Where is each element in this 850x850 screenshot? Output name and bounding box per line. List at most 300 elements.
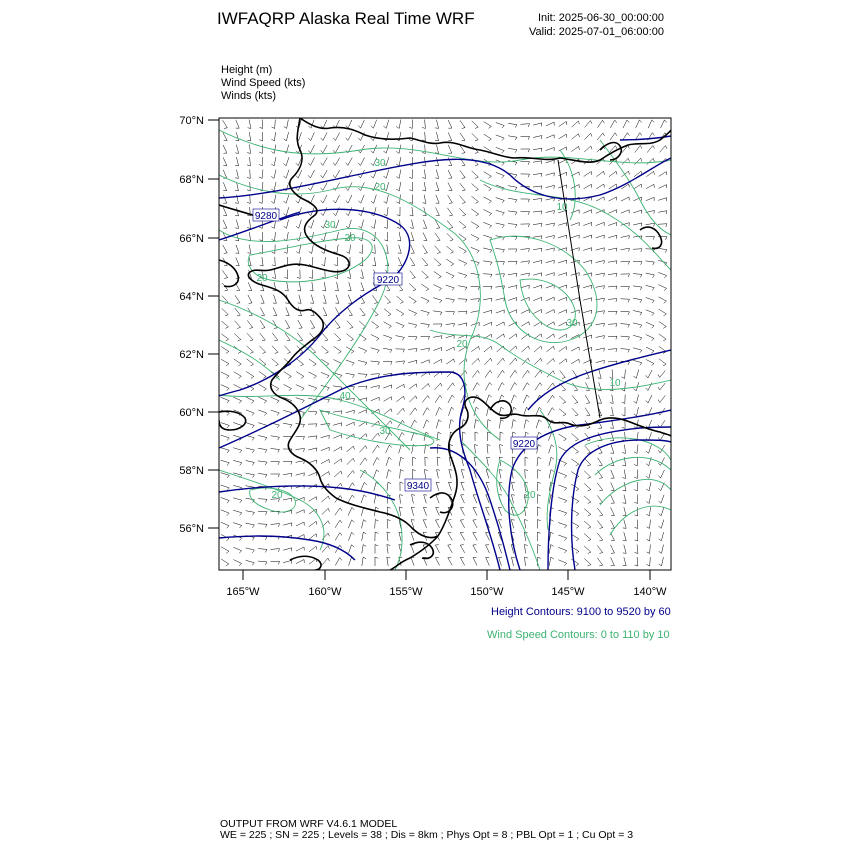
wind-barb-flag <box>378 362 380 365</box>
wind-barb-flag <box>437 470 440 471</box>
wind-barb <box>412 457 413 466</box>
wind-barb-flag <box>462 153 465 154</box>
wind-barb-flag <box>349 315 352 316</box>
wind-barb <box>658 185 666 189</box>
wind-barb-flag <box>588 552 591 553</box>
wind-barb <box>558 223 567 226</box>
wind-barb <box>336 220 339 228</box>
wind-barb <box>411 232 414 241</box>
wind-barb-flag <box>303 448 304 451</box>
wind-barb <box>436 132 438 141</box>
wind-barb <box>533 248 542 250</box>
wind-barb <box>399 170 401 179</box>
wind-barb-flag <box>251 389 254 391</box>
wind-barb <box>221 385 229 389</box>
wind-barb <box>584 483 591 489</box>
wind-barb <box>346 422 354 426</box>
wind-barb-flag <box>551 457 554 459</box>
wind-barb-flag <box>338 352 341 354</box>
wind-barb <box>585 383 589 391</box>
wind-barb <box>546 260 555 262</box>
wind-barb-flag <box>272 278 275 279</box>
wind-barb <box>308 385 316 388</box>
wind-barb-flag <box>539 432 542 434</box>
wind-barb-flag <box>337 328 340 329</box>
wind-label: 20 <box>374 182 386 193</box>
wind-barb-flag <box>504 286 505 289</box>
wind-barb <box>362 532 364 541</box>
wind-barb-flag <box>365 374 367 377</box>
wind-barb <box>596 323 605 325</box>
wind-barb <box>246 372 253 377</box>
wind-barb <box>646 261 655 262</box>
wind-barb <box>260 320 265 328</box>
wind-barb-flag <box>652 313 654 315</box>
wind-barb <box>558 485 566 488</box>
wind-barb-flag <box>634 490 637 491</box>
wind-barb <box>558 547 566 550</box>
wind-barb <box>296 398 305 401</box>
wind-barb <box>637 532 638 541</box>
wind-barb <box>434 271 441 276</box>
wind-barb <box>221 423 230 426</box>
wind-barb <box>672 396 679 402</box>
wind-barb-flag <box>671 576 674 578</box>
wind-barb <box>283 573 292 575</box>
wind-barb <box>496 249 505 250</box>
wind-barb-flag <box>248 128 251 129</box>
wind-barb <box>661 545 663 554</box>
model-config-label: WE = 225 ; SN = 225 ; Levels = 38 ; Dis = 8km ; Phys Opt = 8 ; PBL Opt = 1 ; Cu Opt = 3 <box>220 829 634 841</box>
wind-barb <box>287 282 289 291</box>
wind-barb <box>309 359 316 364</box>
wind-barb-flag <box>635 577 638 578</box>
wind-barb-flag <box>239 563 242 565</box>
wind-barb <box>672 421 679 427</box>
wind-barb <box>661 532 663 541</box>
wind-barb <box>624 482 626 491</box>
wind-barb <box>583 248 592 251</box>
wind-barb-flag <box>575 439 578 441</box>
wind-barb <box>322 333 328 340</box>
wind-barb <box>483 210 491 214</box>
wind-barb-flag <box>387 302 390 303</box>
wind-barb-flag <box>610 403 613 404</box>
wind-barb-flag <box>465 275 467 278</box>
wind-barb <box>671 198 680 200</box>
wind-barb-flag <box>378 445 380 448</box>
wind-barb-flag <box>616 171 617 174</box>
height-label: 9220 <box>376 275 400 286</box>
wind-barb-flag <box>634 401 637 403</box>
wind-barb-flag <box>226 564 229 566</box>
wind-barb <box>649 482 651 491</box>
wind-barb <box>485 370 490 377</box>
wind-barb-flag <box>435 128 438 129</box>
wind-barb-flag <box>663 327 666 329</box>
wind-barb <box>309 372 317 376</box>
wind-barb-flag <box>511 557 514 558</box>
wind-barb-flag <box>260 127 263 128</box>
wind-barb-flag <box>439 407 441 410</box>
wind-barb-flag <box>551 470 554 472</box>
wind-barb <box>611 457 614 465</box>
wind-barb-flag <box>554 210 555 213</box>
wind-barb <box>558 322 566 326</box>
wind-barb-flag <box>325 340 328 341</box>
wind-barb-flag <box>622 465 625 466</box>
wind-barb <box>458 323 467 325</box>
wind-barb-flag <box>616 248 617 251</box>
wind-barb <box>258 448 267 450</box>
wind-barb <box>671 296 678 302</box>
wind-barb <box>246 511 255 513</box>
lon-label-150: 150°W <box>470 586 504 598</box>
wind-barb <box>646 273 655 275</box>
model-output-label: OUTPUT FROM WRF V4.6.1 MODEL <box>220 818 398 830</box>
wind-barb-flag <box>628 362 630 365</box>
wind-barb-flag <box>634 389 637 391</box>
wind-barb <box>260 333 266 340</box>
wind-barb <box>221 571 228 576</box>
wind-barb <box>423 232 427 240</box>
wind-barb <box>649 495 651 504</box>
wind-barb-flag <box>412 495 415 496</box>
wind-barb <box>384 309 391 315</box>
wind-barb-flag <box>475 140 478 141</box>
wind-barb <box>408 323 417 325</box>
wind-barb-flag <box>566 121 567 124</box>
wind-barb <box>673 545 676 553</box>
wind-barb-flag <box>238 364 241 366</box>
wind-barb <box>285 320 289 328</box>
wind-barb-flag <box>604 273 605 276</box>
wind-barb <box>558 260 567 263</box>
wind-barb-flag <box>425 265 428 266</box>
wind-barb-flag <box>402 432 404 435</box>
wind-barb <box>484 134 492 139</box>
wind-barb-flag <box>635 552 638 553</box>
wind-barb <box>448 145 452 153</box>
wind-barb <box>571 235 580 238</box>
wind-barb <box>221 522 229 526</box>
wind-barb <box>533 309 541 313</box>
wind-barb-flag <box>563 402 566 403</box>
wind-barb <box>235 295 240 302</box>
wind-barb <box>433 311 442 312</box>
wind-barb <box>498 382 502 390</box>
wind-barb-flag <box>415 325 417 328</box>
wind-barb <box>571 359 579 364</box>
wind-barb-flag <box>574 390 577 391</box>
wind-barb-flag <box>259 202 262 204</box>
wind-barb-flag <box>646 489 649 491</box>
wind-barb-flag <box>541 358 542 361</box>
wind-barb <box>671 185 679 188</box>
wind-barb <box>608 222 616 225</box>
wind-barb <box>472 171 479 177</box>
wind-barb <box>611 557 615 565</box>
wind-barb-flag <box>452 395 454 398</box>
wind-barb-flag <box>284 226 287 228</box>
wind-barb <box>633 274 642 275</box>
wind-barb <box>571 347 579 351</box>
wind-barb-flag <box>578 121 579 124</box>
wind-barb-flag <box>576 501 579 503</box>
wind-barb-flag <box>416 384 417 387</box>
wind-barb-flag <box>646 388 648 391</box>
wind-barb <box>546 185 555 187</box>
wind-barb-flag <box>616 324 617 327</box>
wind-barb-flag <box>387 290 390 291</box>
wind-barb <box>349 220 352 229</box>
wind-barb-flag <box>438 277 441 279</box>
wind-barb-flag <box>576 514 579 516</box>
wind-barb-flag <box>352 507 354 510</box>
wind-barb-flag <box>401 457 404 459</box>
wind-barb <box>362 545 363 554</box>
wind-barb-flag <box>402 326 404 328</box>
wind-barb <box>621 248 630 249</box>
wind-barb-flag <box>240 500 242 503</box>
wind-barb <box>572 434 579 440</box>
wind-barb <box>233 498 242 500</box>
wind-barb-flag <box>623 490 626 491</box>
wind-barb <box>283 410 292 412</box>
lon-label-165: 165°W <box>226 586 260 598</box>
wind-barb-flag <box>658 488 660 490</box>
wind-barb-flag <box>422 165 425 166</box>
wind-barb <box>533 136 542 138</box>
wind-barb <box>286 220 288 229</box>
wind-barb <box>322 558 328 565</box>
wind-barb-flag <box>646 527 649 529</box>
wind-barb-flag <box>422 177 425 178</box>
wind-barb-flag <box>634 376 637 378</box>
wind-barb <box>258 561 267 562</box>
wind-barb-flag <box>676 276 679 278</box>
wind-barb-flag <box>463 432 466 433</box>
page-title: IWFAQRP Alaska Real Time WRF <box>217 9 475 28</box>
wind-barb-flag <box>227 513 229 515</box>
wind-barb-flag <box>372 252 375 253</box>
wind-barb-flag <box>271 164 274 166</box>
wind-barb <box>233 523 242 526</box>
wind-barb-flag <box>475 202 478 204</box>
wind-barb <box>448 195 453 203</box>
wind-barb-flag <box>329 472 330 475</box>
wind-barb-flag <box>640 300 642 303</box>
wind-barb <box>608 273 617 274</box>
wind-barb <box>258 461 267 462</box>
wind-barb-flag <box>525 557 528 558</box>
wind-barb-flag <box>616 261 617 264</box>
wind-barb-flag <box>640 325 642 328</box>
wind-barb-flag <box>554 248 555 251</box>
wind-barb-flag <box>226 577 229 579</box>
wind-label: 20 <box>524 490 536 501</box>
wind-barb-flag <box>653 145 655 148</box>
wind-barb-flag <box>422 190 425 191</box>
wind-barb-flag <box>238 352 241 354</box>
wind-barb <box>547 358 554 364</box>
wind-barb <box>484 358 490 365</box>
wind-barb <box>625 445 626 454</box>
wind-barb-flag <box>271 189 274 191</box>
wind-barb <box>674 570 677 579</box>
wind-barb <box>472 184 479 190</box>
wind-barb-flag <box>503 274 504 277</box>
wind-barb <box>472 133 478 139</box>
wind-barb <box>274 295 277 304</box>
wind-barb <box>296 510 304 514</box>
wind-barb <box>299 232 301 241</box>
wind-barb <box>258 423 267 426</box>
wind-barb-flag <box>675 352 678 353</box>
wind-barb <box>383 373 392 375</box>
wind-barb <box>333 360 341 364</box>
wind-barb-flag <box>441 336 442 339</box>
wind-barb-flag <box>629 184 630 187</box>
wind-barb-flag <box>528 174 529 177</box>
wind-barb <box>375 520 376 529</box>
wind-barb <box>508 198 517 199</box>
wind-barb <box>521 322 529 327</box>
wind-barb-flag <box>271 201 274 203</box>
wind-barb-flag <box>252 525 254 528</box>
wind-barb-flag <box>551 557 554 559</box>
wind-barb <box>659 297 667 301</box>
wind-barb <box>611 495 615 503</box>
wind-barb-flag <box>641 158 642 161</box>
wind-barb-flag <box>335 277 338 278</box>
wind-barb <box>223 220 227 228</box>
wind-barb <box>335 133 339 141</box>
wind-barb-flag <box>634 502 637 503</box>
wind-barb-flag <box>528 211 529 214</box>
wind-barb-flag <box>622 452 625 453</box>
wind-barb <box>296 547 304 551</box>
wind-barb <box>348 295 352 303</box>
wind-barb-flag <box>271 227 274 229</box>
wind-barb <box>372 295 377 302</box>
wind-barb-flag <box>377 457 379 460</box>
wind-barb <box>436 482 439 491</box>
wind-barb <box>349 245 350 254</box>
wind-barb <box>333 411 342 412</box>
wind-barb <box>221 559 229 564</box>
wind-barb <box>258 511 267 512</box>
wind-barb-flag <box>502 395 505 397</box>
wind-barb <box>309 571 316 577</box>
wind-speed-contours <box>219 130 671 570</box>
wind-barb-flag <box>352 520 354 522</box>
wind-barb <box>323 183 327 191</box>
wind-barb-flag <box>375 315 378 316</box>
wind-barb-flag <box>327 388 329 391</box>
wind-barb-flag <box>490 274 492 277</box>
wind-barb-flag <box>466 311 467 314</box>
wind-barb <box>233 485 242 487</box>
wind-barb <box>473 507 477 515</box>
wind-barb <box>221 510 229 513</box>
wind-barb-flag <box>551 532 554 534</box>
wind-barb <box>271 524 280 525</box>
wind-barb-flag <box>664 276 666 279</box>
wind-barb <box>583 222 591 225</box>
wind-barb-flag <box>635 565 638 566</box>
wind-barb <box>333 423 342 426</box>
wind-barb <box>409 396 415 402</box>
wind-barb-flag <box>651 338 654 340</box>
wind-barb <box>608 299 617 300</box>
wind-barb <box>223 120 228 128</box>
wind-barb <box>673 532 676 540</box>
wind-barb-flag <box>604 348 605 351</box>
wind-barb <box>348 520 351 528</box>
wind-barb-flag <box>587 465 590 466</box>
wind-barb <box>348 120 352 128</box>
wind-barb-flag <box>640 274 642 277</box>
wind-barb <box>287 120 289 129</box>
wind-barb-flag <box>564 488 566 491</box>
wind-barb-flag <box>278 574 279 577</box>
wind-barb-flag <box>264 401 267 403</box>
wind-barb-flag <box>224 278 227 279</box>
wind-barb <box>223 182 226 190</box>
wind-barb <box>549 557 551 566</box>
wind-barb-flag <box>371 163 373 166</box>
wind-barb-flag <box>396 189 399 191</box>
wind-barb <box>496 122 504 125</box>
wind-barb-flag <box>387 532 390 533</box>
wind-barb <box>335 558 339 566</box>
wind-barb-flag <box>247 253 250 254</box>
wind-barb <box>233 448 242 451</box>
wind-barb <box>423 245 428 253</box>
wind-barb-flag <box>371 126 373 128</box>
wind-barb-flag <box>400 482 403 483</box>
wind-barb-flag <box>512 457 515 458</box>
wind-barb <box>335 195 339 203</box>
wind-barb-flag <box>224 290 227 291</box>
wind-barb-flag <box>402 337 404 340</box>
wind-barb <box>597 133 603 140</box>
wind-barb <box>548 408 552 416</box>
wind-barb <box>673 483 678 491</box>
wind-barb <box>387 195 389 204</box>
wind-barb-flag <box>314 376 317 378</box>
wind-barb-flag <box>364 495 367 497</box>
wind-barb <box>423 220 426 228</box>
wind-barb <box>223 157 227 165</box>
wind-barb <box>271 410 280 413</box>
wind-barb-flag <box>463 239 466 241</box>
wind-barb <box>437 470 439 479</box>
wind-barb-flag <box>226 551 229 553</box>
wind-barb <box>423 520 427 528</box>
wind-barb-flag <box>610 428 613 429</box>
wind-barb-flag <box>297 290 300 291</box>
wind-barb <box>250 220 251 229</box>
wind-barb-flag <box>316 448 317 451</box>
wind-barb <box>259 371 266 376</box>
wind-barb-flag <box>308 213 310 215</box>
wind-barb-flag <box>265 474 267 477</box>
wind-barb-flag <box>397 202 400 204</box>
wind-barb <box>362 520 364 529</box>
wind-barb <box>460 170 465 177</box>
